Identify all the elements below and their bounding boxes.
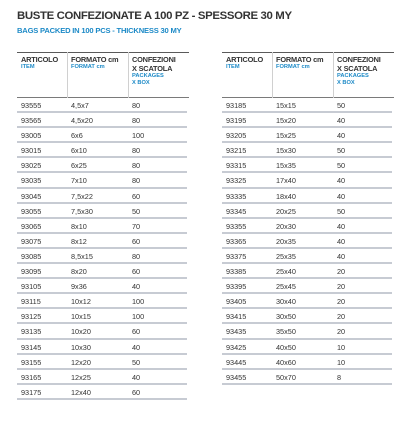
packages-per-box: 40 (132, 282, 141, 292)
item-code: 93035 (21, 176, 42, 186)
table-row (17, 294, 189, 309)
item-code: 93425 (226, 342, 247, 352)
item-code: 93455 (226, 372, 247, 382)
table-row (222, 355, 394, 370)
format-size: 15x25 (276, 131, 296, 141)
packages-per-box: 40 (337, 191, 346, 201)
table-header (222, 52, 394, 98)
format-size: 15x35 (276, 161, 296, 171)
header-format: FORMAT cm (71, 64, 105, 70)
table-row (17, 98, 189, 113)
format-size: 4,5x20 (71, 116, 93, 126)
table-left (17, 52, 189, 400)
table-row (17, 128, 189, 143)
header-xbox: X BOX (132, 80, 150, 86)
format-size: 40x50 (276, 342, 296, 352)
item-code: 93015 (21, 146, 42, 156)
packages-per-box: 50 (337, 206, 346, 216)
packages-per-box: 20 (337, 312, 346, 322)
format-size: 7x10 (71, 176, 87, 186)
table-row (17, 189, 189, 204)
table-row (17, 158, 189, 173)
table-row (222, 204, 394, 219)
format-size: 8x10 (71, 221, 87, 231)
format-size: 40x60 (276, 357, 296, 367)
page-title: BUSTE CONFEZIONATE A 100 PZ - SPESSORE 30 MY (17, 10, 292, 22)
table-row (222, 324, 394, 339)
page-subtitle: BAGS PACKED IN 100 PCS - THICKNESS 30 MY (17, 26, 182, 35)
header-xbox: X BOX (337, 80, 355, 86)
item-code: 93055 (21, 206, 42, 216)
packages-per-box: 8 (337, 372, 342, 382)
item-code: 93215 (226, 146, 247, 156)
table-row (222, 128, 394, 143)
format-size: 18x40 (276, 191, 296, 201)
packages-per-box: 60 (132, 387, 141, 397)
format-size: 10x20 (71, 327, 91, 337)
format-size: 8,5x15 (71, 251, 93, 261)
item-code: 93315 (226, 161, 247, 171)
item-code: 93165 (21, 372, 42, 382)
format-size: 20x30 (276, 221, 296, 231)
format-size: 7,5x22 (71, 191, 93, 201)
format-size: 12x40 (71, 387, 91, 397)
header-item: ITEM (21, 64, 35, 70)
item-code: 93445 (226, 357, 247, 367)
format-size: 35x50 (276, 327, 296, 337)
packages-per-box: 10 (337, 342, 346, 352)
item-code: 93405 (226, 297, 247, 307)
item-code: 93335 (226, 191, 247, 201)
table-row (17, 264, 189, 279)
packages-per-box: 50 (132, 357, 141, 367)
item-code: 93395 (226, 282, 247, 292)
table-row (17, 204, 189, 219)
table-row (17, 309, 189, 324)
item-code: 93185 (226, 101, 247, 110)
format-size: 4,5x7 (71, 101, 89, 110)
item-code: 93025 (21, 161, 42, 171)
table-row (222, 158, 394, 173)
item-code: 93095 (21, 267, 42, 277)
item-code: 93205 (226, 131, 247, 141)
packages-per-box: 20 (337, 282, 346, 292)
header-confezioni: CONFEZIONI X SCATOLA PACKAGES X BOX (132, 55, 176, 86)
item-code: 93115 (21, 297, 41, 307)
item-code: 93565 (21, 116, 42, 126)
packages-per-box: 80 (132, 176, 141, 186)
table-row (17, 113, 189, 128)
packages-per-box: 60 (132, 267, 141, 277)
table-row (222, 309, 394, 324)
item-code: 93135 (21, 327, 42, 337)
table-row (17, 249, 189, 264)
format-size: 6x10 (71, 146, 87, 156)
packages-per-box: 80 (132, 146, 141, 156)
item-code: 93365 (226, 236, 247, 246)
packages-per-box: 50 (132, 206, 141, 216)
packages-per-box: 40 (132, 372, 141, 382)
header-articolo: ARTICOLO ITEM (226, 55, 263, 70)
table-row (222, 370, 394, 385)
table-row (222, 264, 394, 279)
packages-per-box: 100 (132, 297, 145, 307)
table-row (222, 294, 394, 309)
item-code: 93555 (21, 101, 42, 110)
table-row (222, 143, 394, 158)
item-code: 93435 (226, 327, 247, 337)
table-row (17, 143, 189, 158)
packages-per-box: 40 (337, 131, 346, 141)
packages-per-box: 80 (132, 161, 141, 171)
table-row (17, 385, 189, 400)
format-size: 30x50 (276, 312, 296, 322)
format-size: 15x20 (276, 116, 296, 126)
header-articolo: ARTICOLO ITEM (21, 55, 58, 70)
table-header (17, 52, 189, 98)
packages-per-box: 100 (132, 131, 145, 141)
packages-per-box: 40 (337, 236, 346, 246)
packages-per-box: 10 (337, 357, 346, 367)
item-code: 93125 (21, 312, 42, 322)
item-code: 93345 (226, 206, 247, 216)
table-row (222, 234, 394, 249)
format-size: 8x12 (71, 236, 87, 246)
table-row (17, 234, 189, 249)
packages-per-box: 40 (337, 176, 346, 186)
packages-per-box: 80 (132, 116, 141, 126)
item-code: 93355 (226, 221, 247, 231)
item-code: 93195 (226, 116, 247, 126)
packages-per-box: 20 (337, 327, 346, 337)
packages-per-box: 50 (337, 161, 346, 171)
rows-right (222, 98, 394, 385)
item-code: 93045 (21, 191, 42, 201)
format-size: 10x30 (71, 342, 91, 352)
table-row (17, 279, 189, 294)
item-code: 93415 (226, 312, 247, 322)
packages-per-box: 80 (132, 251, 141, 261)
item-code: 93005 (21, 131, 42, 141)
header-format: FORMAT cm (276, 64, 310, 70)
item-code: 93145 (21, 342, 42, 352)
table-row (222, 113, 394, 128)
packages-per-box: 40 (337, 116, 346, 126)
table-row (222, 279, 394, 294)
header-formato: FORMATO cm FORMAT cm (276, 55, 324, 70)
item-code: 93375 (226, 251, 247, 261)
packages-per-box: 40 (337, 251, 346, 261)
item-code: 93155 (21, 357, 42, 367)
table-row (222, 219, 394, 234)
header-item: ITEM (226, 64, 240, 70)
packages-per-box: 50 (337, 146, 346, 156)
table-right (222, 52, 394, 385)
table-row (17, 370, 189, 385)
format-size: 25x35 (276, 251, 296, 261)
packages-per-box: 40 (337, 221, 346, 231)
format-size: 25x45 (276, 282, 296, 292)
item-code: 93075 (21, 236, 42, 246)
format-size: 10x15 (71, 312, 91, 322)
packages-per-box: 20 (337, 297, 346, 307)
format-size: 20x25 (276, 206, 296, 216)
format-size: 12x20 (71, 357, 91, 367)
item-code: 93175 (21, 387, 42, 397)
format-size: 8x20 (71, 267, 87, 277)
table-row (222, 340, 394, 355)
header-packages: PACKAGES (132, 73, 164, 79)
table-row (17, 324, 189, 339)
packages-per-box: 80 (132, 101, 141, 110)
rows-left (17, 98, 189, 400)
packages-per-box: 70 (132, 221, 141, 231)
packages-per-box: 50 (337, 101, 346, 110)
format-size: 50x70 (276, 372, 296, 382)
table-row (17, 355, 189, 370)
format-size: 30x40 (276, 297, 296, 307)
item-code: 93385 (226, 267, 247, 277)
table-row (222, 98, 394, 113)
format-size: 6x6 (71, 131, 83, 141)
packages-per-box: 40 (132, 342, 141, 352)
format-size: 10x12 (71, 297, 91, 307)
format-size: 15x15 (276, 101, 296, 110)
header-packages: PACKAGES (337, 73, 369, 79)
item-code: 93085 (21, 251, 42, 261)
header-confezioni: CONFEZIONI X SCATOLA PACKAGES X BOX (337, 55, 381, 86)
packages-per-box: 100 (132, 312, 145, 322)
format-size: 7,5x30 (71, 206, 93, 216)
packages-per-box: 60 (132, 236, 141, 246)
item-code: 93325 (226, 176, 247, 186)
table-row (17, 340, 189, 355)
format-size: 15x30 (276, 146, 296, 156)
format-size: 25x40 (276, 267, 296, 277)
format-size: 12x25 (71, 372, 91, 382)
table-row (17, 219, 189, 234)
table-row (17, 173, 189, 188)
table-row (222, 189, 394, 204)
format-size: 9x36 (71, 282, 87, 292)
format-size: 20x35 (276, 236, 296, 246)
item-code: 93105 (21, 282, 42, 292)
packages-per-box: 60 (132, 327, 141, 337)
header-formato: FORMATO cm FORMAT cm (71, 55, 119, 70)
packages-per-box: 60 (132, 191, 141, 201)
packages-per-box: 20 (337, 267, 346, 277)
format-size: 6x25 (71, 161, 87, 171)
table-row (222, 249, 394, 264)
table-row (222, 173, 394, 188)
item-code: 93065 (21, 221, 42, 231)
format-size: 17x40 (276, 176, 296, 186)
